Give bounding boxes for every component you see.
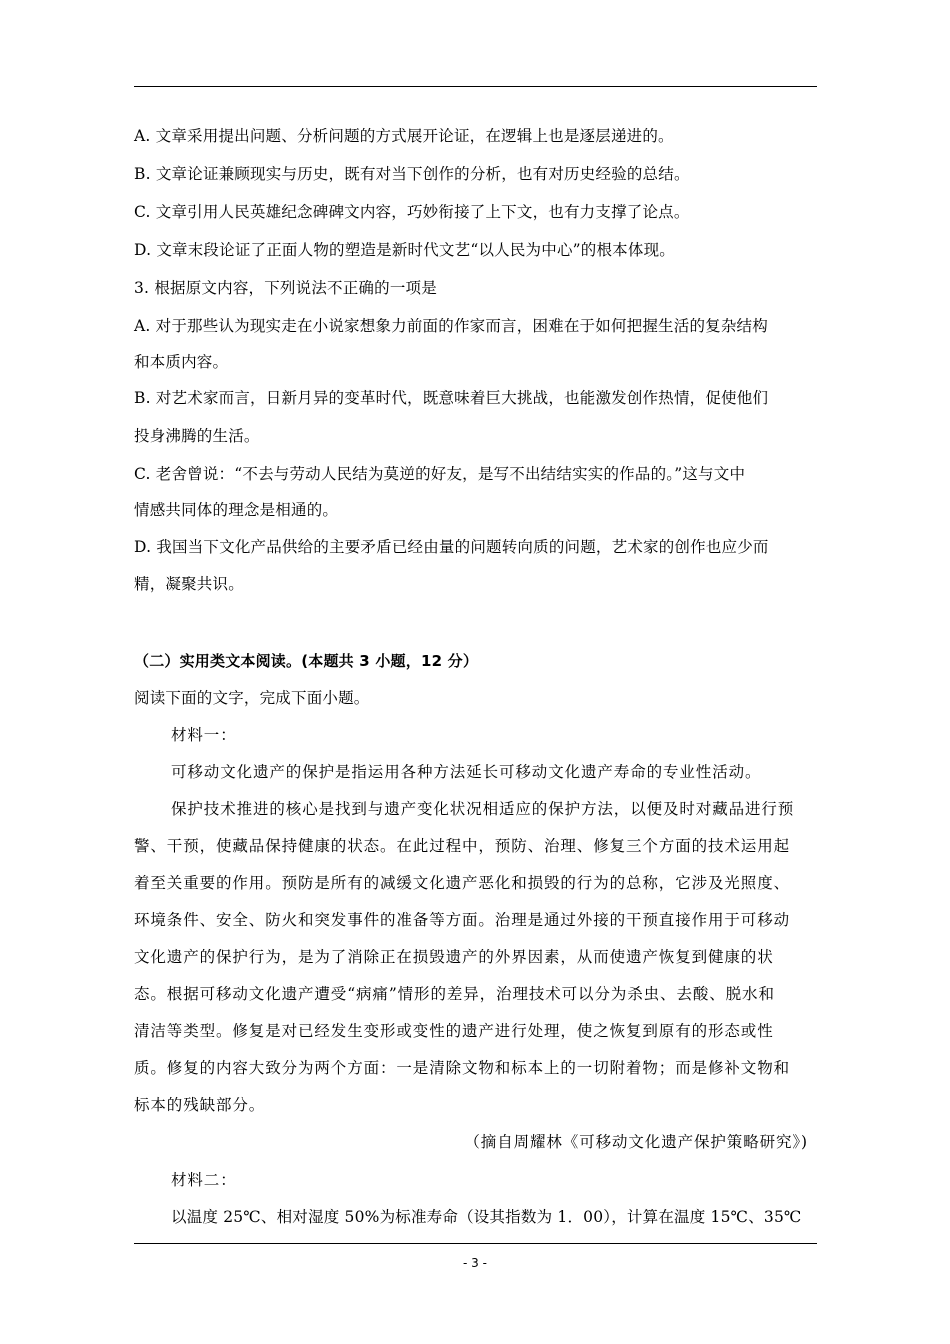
q2-option-c: C. 文章引用人民英雄纪念碑碑文内容，巧妙衔接了上下文，也有力支撑了论点。 [134,203,690,221]
q2-option-a: A. 文章采用提出问题、分析问题的方式展开论证，在逻辑上也是逐层递进的。 [134,127,674,145]
material1-para2-line: 清洁等类型。修复是对已经发生变形或变性的遗产进行处理，使之恢复到原有的形态或性 [134,1022,774,1040]
material1-para2-line: 标本的残缺部分。 [134,1096,266,1114]
material1-para2-line: 保护技术推进的核心是找到与遗产变化状况相适应的保护方法，以便及时对藏品进行预 [171,800,795,818]
q3-line: 投身沸腾的生活。 [134,427,260,445]
material1-source: （摘自周耀林《可移动文化遗产保护策略研究》) [464,1133,808,1151]
material1-para2-line: 质。修复的内容大致分为两个方面：一是清除文物和标本上的一切附着物；而是修补文物和 [134,1059,791,1077]
q3-line: B. 对艺术家而言，日新月异的变革时代，既意味着巨大挑战，也能激发创作热情，促使他们 [134,389,769,407]
material1-para1: 可移动文化遗产的保护是指运用各种方法延长可移动文化遗产寿命的专业性活动。 [171,763,762,781]
q3-line: A. 对于那些认为现实走在小说家想象力前面的作家而言，困难在于如何把握生活的复杂结构 [134,317,768,335]
q3-line: 情感共同体的理念是相通的。 [134,501,339,519]
material1-para2-line: 态。根据可移动文化遗产遭受“病痛”情形的差异，治理技术可以分为杀虫、去酸、脱水和 [134,985,775,1003]
q2-option-d: D. 文章末段论证了正面人物的塑造是新时代文艺“以人民为中心”的根本体现。 [134,241,675,259]
q3-stem: 3. 根据原文内容，下列说法不正确的一项是 [134,279,437,297]
header-rule [134,86,817,87]
q2-option-b: B. 文章论证兼顾现实与历史，既有对当下创作的分析，也有对历史经验的总结。 [134,165,690,183]
material1-para2-line: 文化遗产的保护行为，是为了消除正在损毁遗产的外界因素，从而使遗产恢复到健康的状 [134,948,774,966]
material2-label: 材料二： [171,1171,237,1189]
q3-line: 和本质内容。 [134,353,229,371]
q3-line: 精，凝聚共识。 [134,575,244,593]
material1-para2-line: 着至关重要的作用。预防是所有的减缓文化遗产恶化和损毁的行为的总称，它涉及光照度、 [134,874,791,892]
footer-rule [134,1243,817,1244]
q3-line: D. 我国当下文化产品供给的主要矛盾已经由量的问题转向质的问题，艺术家的创作也应少而 [134,538,769,556]
page-number: - 3 - [463,1256,487,1270]
material1-para2-line: 环境条件、安全、防火和突发事件的准备等方面。治理是通过外接的干预直接作用于可移动 [134,911,791,929]
material1-para2-line: 警、干预，使藏品保持健康的状态。在此过程中，预防、治理、修复三个方面的技术运用起 [134,837,791,855]
section-instruction: 阅读下面的文字，完成下面小题。 [134,689,370,707]
q3-line: C. 老舍曾说：“不去与劳动人民结为莫逆的好友，是写不出结结实实的作品的。”这与文中 [134,465,746,483]
section-heading: （二）实用类文本阅读。(本题共 3 小题，12 分） [134,652,479,670]
material1-label: 材料一： [171,726,237,744]
material2-line: 以温度 25℃、相对湿度 50%为标准寿命（设其指数为 1．00），计算在温度 15℃、35℃ [171,1208,802,1226]
